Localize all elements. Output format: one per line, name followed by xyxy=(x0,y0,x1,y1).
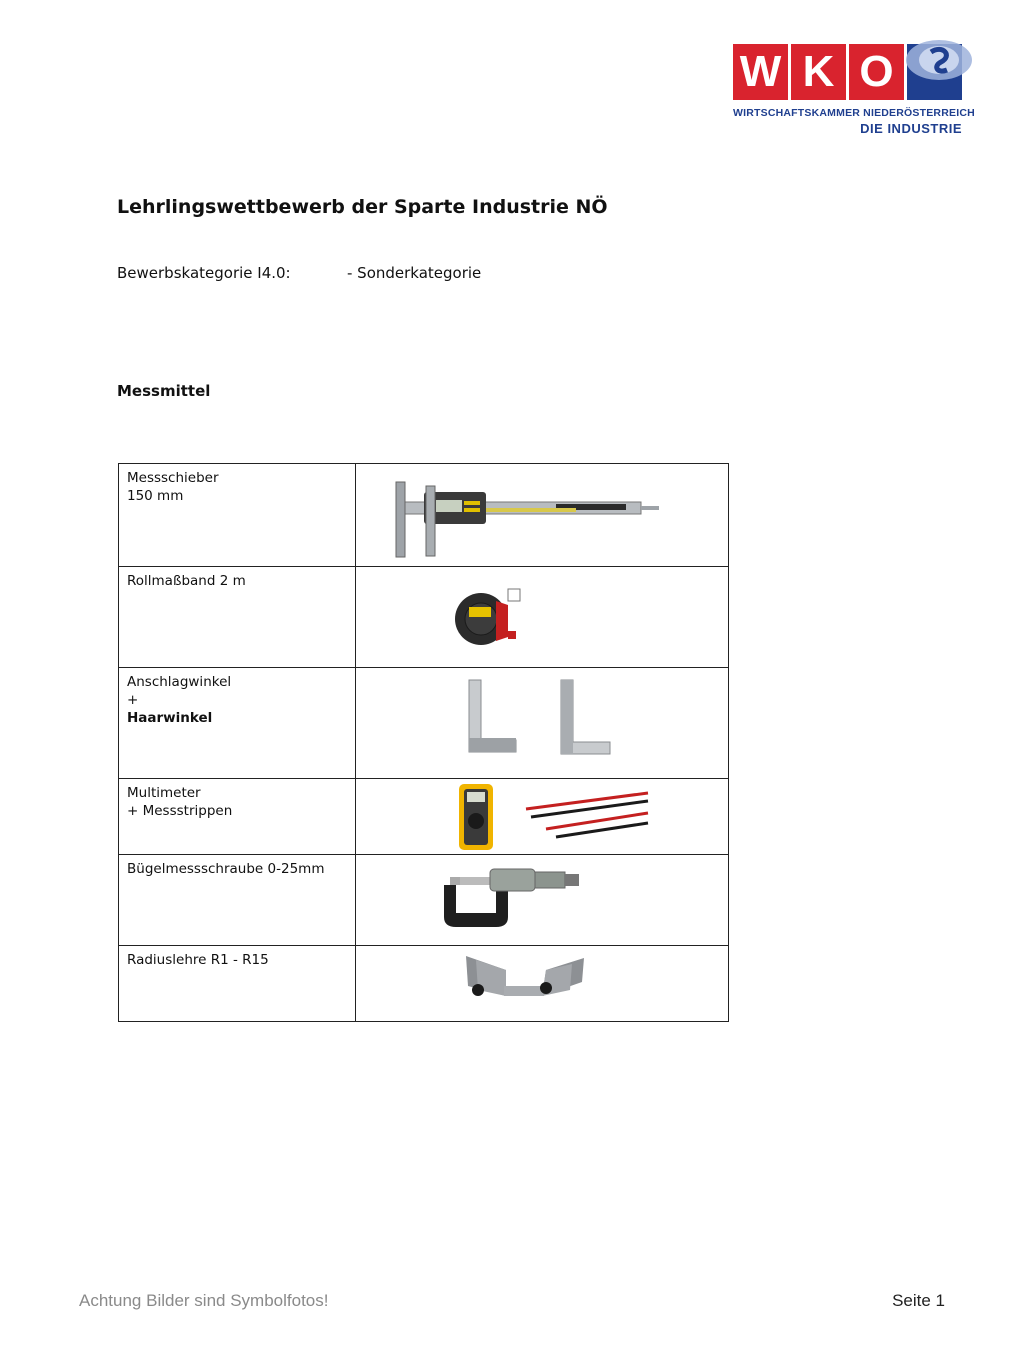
logo-division-name: DIE INDUSTRIE xyxy=(860,121,962,136)
item-label xyxy=(119,779,356,855)
item-name: Radiuslehre R1 - R15 xyxy=(127,952,269,968)
item-name-secondary: Haarwinkel xyxy=(127,710,213,726)
logo-letter-w: W xyxy=(733,44,788,100)
page-number: Seite 1 xyxy=(892,1291,945,1310)
item-image-cell xyxy=(356,464,729,567)
radius-gauge-image xyxy=(356,946,736,1022)
logo-letter-k: K xyxy=(791,44,846,100)
item-name: Messschieber xyxy=(127,470,219,486)
table-row xyxy=(119,855,729,946)
item-label xyxy=(119,668,356,779)
table-row xyxy=(119,779,729,855)
wko-logo xyxy=(733,38,973,138)
item-image-cell xyxy=(356,946,729,1022)
item-name: Anschlagwinkel xyxy=(127,674,232,690)
logo-swirl-icon xyxy=(903,38,975,88)
item-name: Multimeter xyxy=(127,785,201,801)
item-label xyxy=(119,464,356,567)
item-detail: 150 mm xyxy=(127,488,184,504)
table-row xyxy=(119,464,729,567)
item-label xyxy=(119,855,356,946)
item-image-cell xyxy=(356,779,729,855)
logo-chamber-name: WIRTSCHAFTSKAMMER NIEDERÖSTERREICH xyxy=(733,107,975,119)
item-detail: + Messstrippen xyxy=(127,803,233,819)
section-title: Messmittel xyxy=(117,382,211,400)
square-image xyxy=(356,668,736,778)
item-name: Bügelmessschraube 0-25mm xyxy=(127,861,325,877)
item-image-cell xyxy=(356,567,729,668)
item-label xyxy=(119,946,356,1022)
tape-measure-image xyxy=(356,567,736,667)
category-value: - Sonderkategorie xyxy=(347,264,482,282)
footer-note: Achtung Bilder sind Symbolfotos! xyxy=(79,1291,329,1310)
table-row xyxy=(119,567,729,668)
item-name: Rollmaßband 2 m xyxy=(127,573,246,589)
item-image-cell xyxy=(356,668,729,779)
table-row xyxy=(119,946,729,1022)
category-label: Bewerbskategorie I4.0: xyxy=(117,264,291,282)
item-label xyxy=(119,567,356,668)
micrometer-image xyxy=(356,855,736,945)
measuring-tools-table xyxy=(118,463,729,1022)
item-detail: + xyxy=(127,692,139,708)
multimeter-image xyxy=(356,779,736,855)
logo-letter-o: O xyxy=(849,44,904,100)
table-row xyxy=(119,668,729,779)
item-image-cell xyxy=(356,855,729,946)
document-title: Lehrlingswettbewerb der Sparte Industrie NÖ xyxy=(117,196,608,218)
caliper-image xyxy=(356,464,736,564)
